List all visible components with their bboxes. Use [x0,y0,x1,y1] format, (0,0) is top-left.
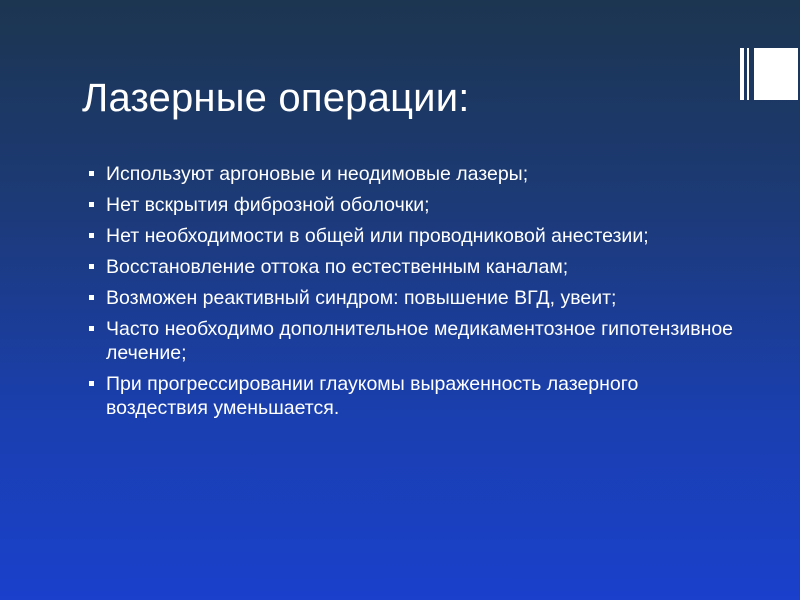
slide-title: Лазерные операции: [82,76,470,120]
bullet-marker-icon [89,326,94,331]
bullet-marker-icon [89,233,94,238]
decor-bar-thick [740,48,744,100]
bullet-text: Возможен реактивный синдром: повышение ВГД, увеит; [106,287,617,309]
bullet-item [86,193,736,217]
bullet-text: При прогрессировании глаукомы выраженность лазерного воздествия уменьшается. [106,373,639,419]
bullet-item [86,224,736,248]
bullet-text: Нет вскрытия фиброзной оболочки; [106,194,430,216]
bullet-text: Используют аргоновые и неодимовые лазеры; [106,163,529,185]
bullet-text: Нет необходимости в общей или проводниковой анестезии; [106,225,649,247]
bullet-item [86,255,736,279]
bullet-marker-icon [89,264,94,269]
bullet-item [86,372,736,420]
bullet-marker-icon [89,381,94,386]
bullet-item [86,286,736,310]
decor-bar-thin [747,48,749,100]
bullet-text: Часто необходимо дополнительное медикаментозное гипотензивное лечение; [106,318,734,364]
bullet-list [86,162,736,427]
decorative-bars [740,48,798,100]
bullet-text: Восстановление оттока по естественным каналам; [106,256,569,278]
bullet-marker-icon [89,295,94,300]
bullet-item [86,162,736,186]
bullet-marker-icon [89,202,94,207]
bullet-marker-icon [89,171,94,176]
decor-square [754,48,798,100]
bullet-item [86,317,736,365]
